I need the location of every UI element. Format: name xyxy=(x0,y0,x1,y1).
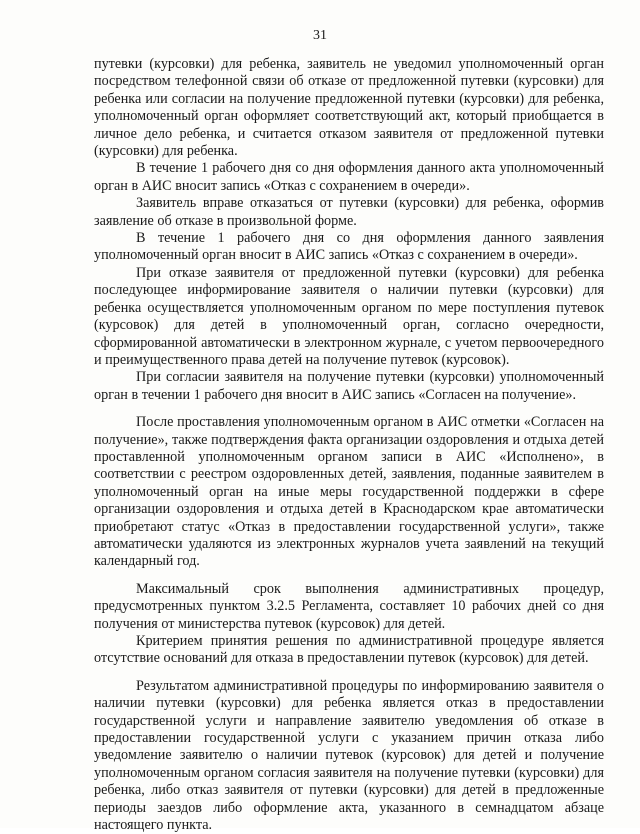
paragraph: Критерием принятия решения по административной процедуре является отсутствие оснований для отказа в предоставлении путевок (курсовок) для детей. xyxy=(94,633,604,667)
paragraph: В течение 1 рабочего дня со дня оформления данного заявления уполномоченный орган вносит в АИС запись «Отказ с сохранением в очереди». xyxy=(94,230,604,264)
paragraph: путевки (курсовки) для ребенка, заявитель не уведомил уполномоченный орган посредством телефонной связи об отказе от предложенной путевки (курсовки) для ребенка или согласии на получение предложенной путевки (курсовки) для ребенка, уполномоченный орган оформляет соответствующий акт, который приобщается в личное дело ребенка, и считается отказом заявителя от предложенной путевки (курсовки) для ребенка. xyxy=(94,56,604,160)
paragraph: После проставления уполномоченным органом в АИС отметки «Согласен на получение», также подтверждения факта организации оздоровления и отдыха детей проставленной уполномоченным органом записи в АИС «Исполнено», в соответствии с реестром оздоровленных детей, заявления, поданные заявителем в уполномоченный орган на иные меры государственной поддержки в сфере организации оздоровления и отдыха детей в Краснодарском крае автоматически приобретают статус «Отказ в предоставлении государственной услуги», также автоматически удаляются из электронных журналов учета заявлений на текущий календарный год. xyxy=(94,414,604,570)
paragraph: При отказе заявителя от предложенной путевки (курсовки) для ребенка последующее информирование заявителя о наличии путевки (курсовки) для ребенка осуществляется уполномоченным органом по мере поступления путевок (курсовок) для детей в уполномоченный орган, согласно очередности, сформированной автоматически в электронном журнале, с учетом первоочередного и преимущественного права детей на получение путевок (курсовок). xyxy=(94,264,604,368)
document-body xyxy=(94,56,604,834)
paragraph: При согласии заявителя на получение путевки (курсовки) уполномоченный орган в течении 1 рабочего дня вносит в АИС запись «Согласен на получение». xyxy=(94,369,604,403)
paragraph: Максимальный срок выполнения административных процедур, предусмотренных пунктом 3.2.5 Регламента, составляет 10 рабочих дней со дня получения от министерства путевок (курсовок) для детей. xyxy=(94,580,604,632)
page-number: 31 xyxy=(313,28,327,43)
paragraph: Заявитель вправе отказаться от путевки (курсовки) для ребенка, оформив заявление об отказе в произвольной форме. xyxy=(94,195,604,229)
paragraph: В течение 1 рабочего дня со дня оформления данного акта уполномоченный орган в АИС вносит запись «Отказ с сохранением в очереди». xyxy=(94,160,604,194)
paragraph: Результатом административной процедуры по информированию заявителя о наличии путевки (курсовки) для ребенка является отказ в предоставлении государственной услуги и направление заявителю уведомления об отказе в предоставлении государственной услуги с указанием причин отказа либо уведомление заявителю о наличии путевок (курсовок) для детей и получение уполномоченным органом согласия заявителя на получение путевки (курсовки) для ребенка, либо отказ заявителя от путевки (курсовки) для детей в предложенные периоды заездов либо оформление акта, указанного в семнадцатом абзаце настоящего пункта. xyxy=(94,677,604,834)
